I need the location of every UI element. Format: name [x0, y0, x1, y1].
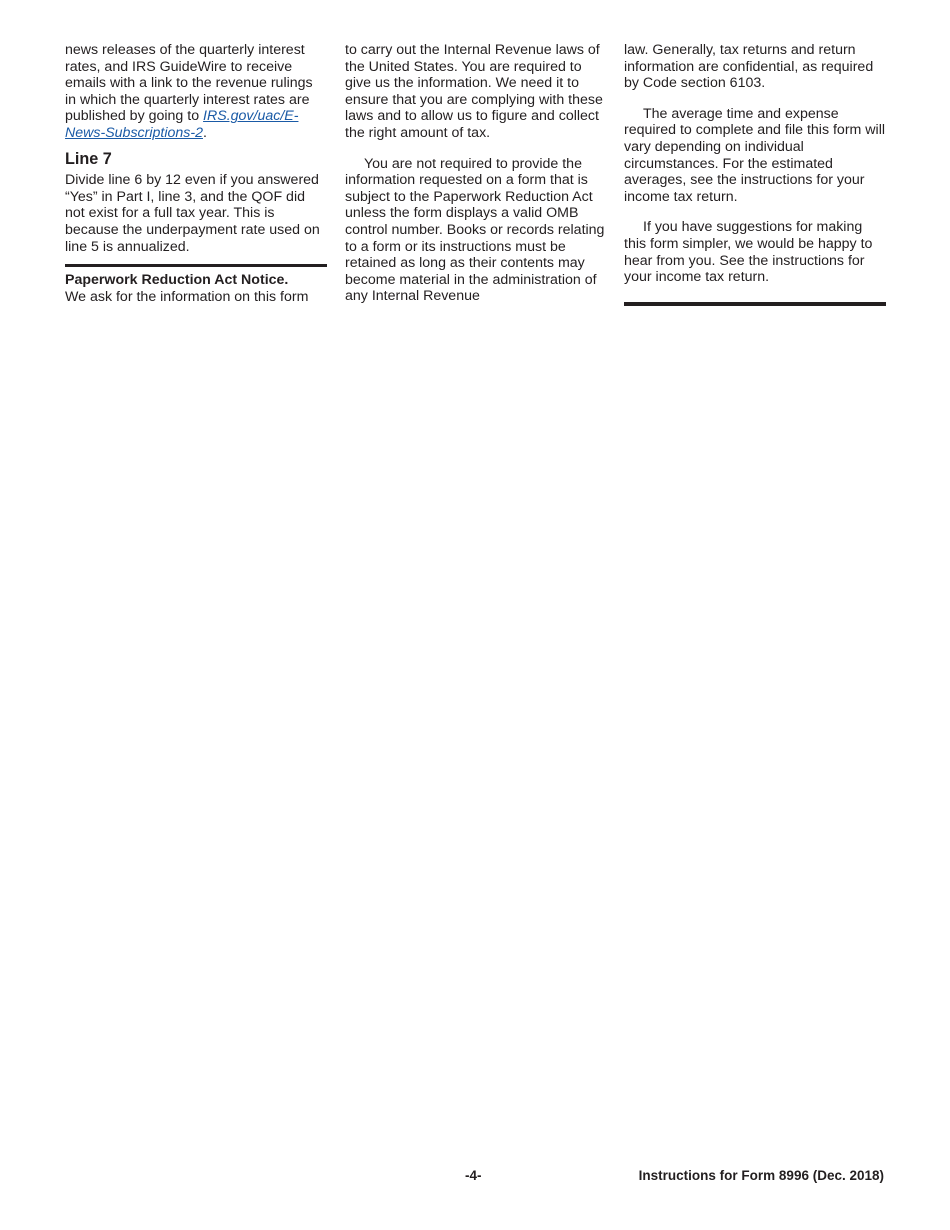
line-7-paragraph: Divide line 6 by 12 even if you answered “Yes” in Part I, line 3, and the QOF did not exist for a full tax year. This is because the underpayment rate used on line 5 is annualized. [65, 172, 320, 255]
paperwork-notice-title: Paperwork Reduction Act Notice. [65, 272, 289, 289]
omb-control-paragraph: You are not required to provide the information requested on a form that is subject to the Paperwork Reduction Act unless the form displays a valid OMB control number. Books or records relating to a form or its instructions must be retained as long as their contents may become material in the administration of any Internal Revenue [345, 155, 605, 305]
column-1 [65, 42, 327, 305]
end-rule [624, 302, 886, 306]
paperwork-notice-paragraph [65, 272, 327, 305]
paperwork-notice-text: We ask for the information on this form [65, 288, 309, 305]
page-number: -4- [465, 1168, 482, 1183]
news-releases-text: news releases of the quarterly interest rates, and IRS GuideWire to receive emails with a link to the revenue rulings in which the quarterly interest rates are published by going to [65, 42, 313, 125]
line-7-heading: Line 7 [65, 149, 112, 168]
average-time-paragraph: The average time and expense required to complete and file this form will vary depending on individual circumstances. For the estimated averages, see the instructions for your income tax return. [624, 105, 886, 205]
column-3 [624, 42, 886, 306]
column-2 [345, 42, 607, 305]
e-news-subscriptions-link[interactable]: IRS.gov/uac/E-News-Subscriptions-2 [65, 108, 299, 141]
section-divider [65, 264, 327, 267]
news-releases-period: . [202, 124, 207, 141]
news-releases-paragraph [65, 42, 327, 142]
internal-revenue-paragraph: to carry out the Internal Revenue laws of the United States. You are required to give us the information. We need it to ensure that you are complying with these laws and to allow us to figure and collect the right amount of tax. [345, 42, 603, 141]
form-title-footer: Instructions for Form 8996 (Dec. 2018) [638, 1168, 884, 1183]
suggestions-paragraph: If you have suggestions for making this form simpler, we would be happy to hear from you. See the instructions for your income tax return. [624, 219, 873, 286]
confidentiality-paragraph: law. Generally, tax returns and return information are confidential, as required by Code section 6103. [624, 42, 874, 92]
